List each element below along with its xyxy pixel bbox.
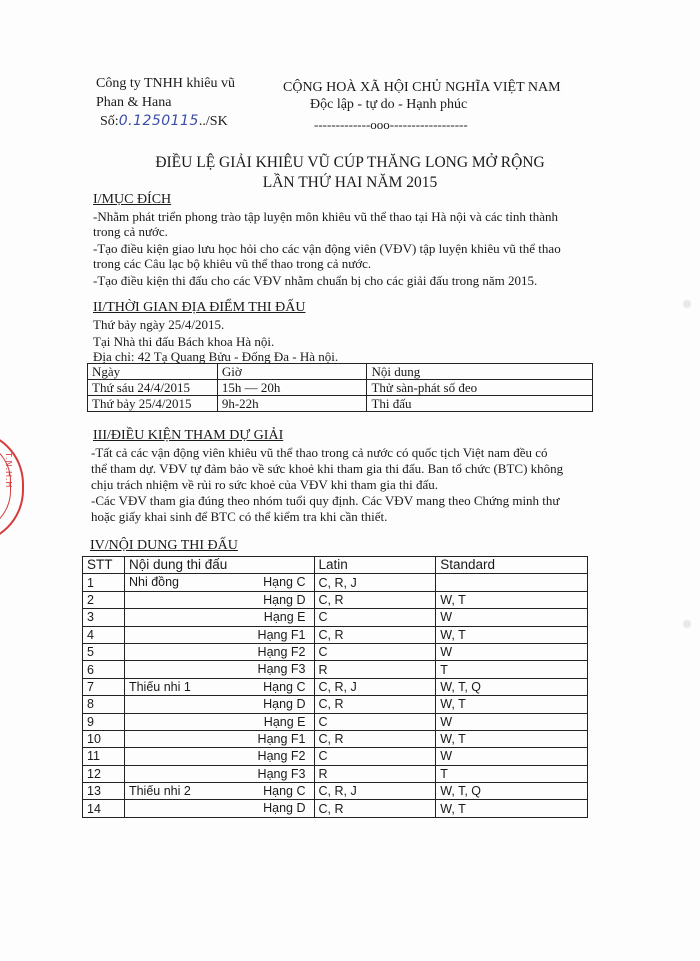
row-class: Hạng C [263,679,306,694]
section2-body [93,317,338,364]
schedule-header-row [88,364,593,380]
schedule-header-content: Nội dung [367,364,593,380]
row-category [124,730,314,747]
schedule-header-time: Giờ [217,364,367,380]
row-category [124,643,314,660]
section2-line: Tại Nhà thi đấu Bách khoa Hà nội. [93,334,275,349]
row-stt: 1 [83,574,125,591]
schedule-date: Thứ sáu 24/4/2015 [88,380,218,396]
row-class: Hạng F3 [257,766,306,781]
row-latin: C [314,643,436,660]
row-category [124,748,314,765]
row-standard: W, T [436,800,588,817]
row-latin: C [314,713,436,730]
handwritten-number: 0.1250115 [118,113,199,129]
competition-row [83,696,588,713]
competition-row [83,730,588,747]
row-latin: C, R [314,730,436,747]
row-stt: 2 [83,591,125,608]
row-latin: R [314,661,436,678]
competition-header-row [83,557,588,574]
schedule-table [87,363,593,412]
row-class: Hạng D [263,801,306,816]
row-standard: W, T [436,591,588,608]
row-standard: W, T, Q [436,678,588,695]
row-class: Hạng F3 [257,662,306,677]
row-latin: C, R [314,696,436,713]
row-standard: W, T [436,730,588,747]
row-category [124,765,314,782]
row-class: Hạng D [263,697,306,712]
section3-line: -Tất cả các vận động viên khiêu vũ thể thao trong cả nước có quốc tịch Việt nam đều có [91,445,548,460]
company-name-2: Phan & Hana [96,95,172,110]
section1-line: -Tạo điều kiện thi đấu cho các VĐV nhằm chuẩn bị cho các giải đấu trong năm 2015. [93,273,538,288]
schedule-row [88,396,593,412]
row-standard: T [436,661,588,678]
header-standard: Standard [436,557,588,574]
section1-line: -Nhằm phát triển phong trào tập luyện môn khiêu vũ thể thao tại Hà nội và các tỉnh thành [93,209,558,224]
schedule-header-date: Ngày [88,364,218,380]
row-stt: 13 [83,783,125,800]
stamp-text: T.N.H.H [4,452,13,489]
section3-line: -Các VĐV tham gia đúng theo nhóm tuổi quy định. Các VĐV mang theo Chứng minh thư [91,493,560,508]
row-stt: 5 [83,643,125,660]
section3-line: hoặc giấy khai sinh để BTC có thể kiểm tra khi cần thiết. [91,509,388,524]
competition-row [83,661,588,678]
schedule-content: Thử sàn-phát số đeo [367,380,593,396]
row-group: Nhi đồng [128,575,180,590]
schedule-row [88,380,593,396]
row-latin: C, R [314,626,436,643]
row-standard: W, T [436,626,588,643]
schedule-time: 9h-22h [217,396,367,412]
punch-hole [683,300,691,308]
section4-heading: IV/NỘI DUNG THI ĐẤU [90,538,238,553]
competition-row [83,678,588,695]
row-category [124,696,314,713]
number-suffix: ../SK [198,114,228,129]
document-title: ĐIỀU LỆ GIẢI KHIÊU VŨ CÚP THĂNG LONG MỞ RỘNG [155,154,545,171]
schedule-date: Thứ bảy 25/4/2015 [88,396,218,412]
section3-line: thể tham dự. VĐV tự đảm bảo về sức khoẻ khi tham gia thi đấu. Ban tổ chức (BTC) không [91,461,564,476]
competition-row [83,591,588,608]
row-stt: 7 [83,678,125,695]
header-latin: Latin [314,557,436,574]
row-class: Hạng E [263,714,306,729]
number-prefix: Số: [100,114,119,129]
competition-row [83,783,588,800]
row-category [124,661,314,678]
section1-line: trong các Câu lạc bộ khiêu vũ thể thao trong cả nước. [93,256,372,271]
competition-rows [83,574,588,817]
competition-row [83,626,588,643]
row-category [124,678,314,695]
competition-row [83,713,588,730]
row-standard: W, T [436,696,588,713]
row-class: Hạng F1 [257,627,306,642]
row-latin: C [314,748,436,765]
row-stt: 10 [83,730,125,747]
row-class: Hạng E [263,610,306,625]
row-standard: W [436,643,588,660]
row-stt: 8 [83,696,125,713]
nation-heading: CỘNG HOÀ XÃ HỘI CHỦ NGHĨA VIỆT NAM [283,80,561,95]
section1-line: trong cả nước. [93,224,168,239]
row-latin: R [314,765,436,782]
header-content: Nội dung thi đấu [124,557,314,574]
company-name: Công ty TNHH khiêu vũ [96,76,235,91]
competition-row [83,765,588,782]
row-category [124,800,314,817]
row-category [124,713,314,730]
row-stt: 6 [83,661,125,678]
document-subtitle: LẦN THỨ HAI NĂM 2015 [262,174,438,191]
header-separator: -------------ooo------------------ [314,117,468,132]
row-stt: 9 [83,713,125,730]
row-class: Hạng C [263,575,306,590]
row-standard [436,574,588,591]
row-category [124,609,314,626]
row-category [124,591,314,608]
row-category [124,783,314,800]
row-standard: W [436,748,588,765]
row-category [124,626,314,643]
row-stt: 14 [83,800,125,817]
row-standard: W [436,713,588,730]
row-latin: C [314,609,436,626]
row-latin: C, R, J [314,678,436,695]
document-number [100,113,228,130]
row-stt: 11 [83,748,125,765]
row-category [124,574,314,591]
schedule-time: 15h — 20h [217,380,367,396]
row-class: Hạng D [263,592,306,607]
section1-line: -Tạo điều kiện giao lưu học hỏi cho các vận động viên (VĐV) tập luyện khiêu vũ thể thao [93,241,561,256]
section1-heading: I/MỤC ĐÍCH [93,192,172,207]
row-latin: C, R [314,591,436,608]
row-stt: 4 [83,626,125,643]
section3-line: chịu trách nhiệm về rủi ro sức khoẻ của VĐV khi tham gia thi đấu. [91,477,439,492]
competition-row [83,609,588,626]
punch-hole [683,620,691,628]
row-class: Hạng F1 [257,731,306,746]
section3-body [91,445,563,525]
row-standard: T [436,765,588,782]
row-group: Thiếu nhi 2 [128,784,191,799]
competition-row [83,643,588,660]
header-stt: STT [83,557,125,574]
competition-row [83,800,588,817]
row-standard: W, T, Q [436,783,588,800]
motto: Độc lập - tự do - Hạnh phúc [310,97,468,112]
section3-heading: III/ĐIỀU KIỆN THAM DỰ GIẢI [93,428,284,443]
row-latin: C, R, J [314,574,436,591]
row-standard: W [436,609,588,626]
section1-body [93,209,561,288]
row-stt: 12 [83,765,125,782]
row-stt: 3 [83,609,125,626]
competition-table [82,556,588,818]
section2-heading: II/THỜI GIAN ĐỊA ĐIỂM THI ĐẤU [93,300,306,315]
competition-row [83,574,588,591]
section2-line: Thứ bảy ngày 25/4/2015. [93,317,225,332]
competition-row [83,748,588,765]
row-class: Hạng C [263,784,306,799]
row-latin: C, R, J [314,783,436,800]
schedule-content: Thi đấu [367,396,593,412]
section2-line: Địa chỉ: 42 Tạ Quang Bửu - Đống Đa - Hà nội. [93,349,339,364]
row-class: Hạng F2 [257,644,306,659]
row-latin: C, R [314,800,436,817]
row-class: Hạng F2 [257,749,306,764]
row-group: Thiếu nhi 1 [128,679,191,694]
